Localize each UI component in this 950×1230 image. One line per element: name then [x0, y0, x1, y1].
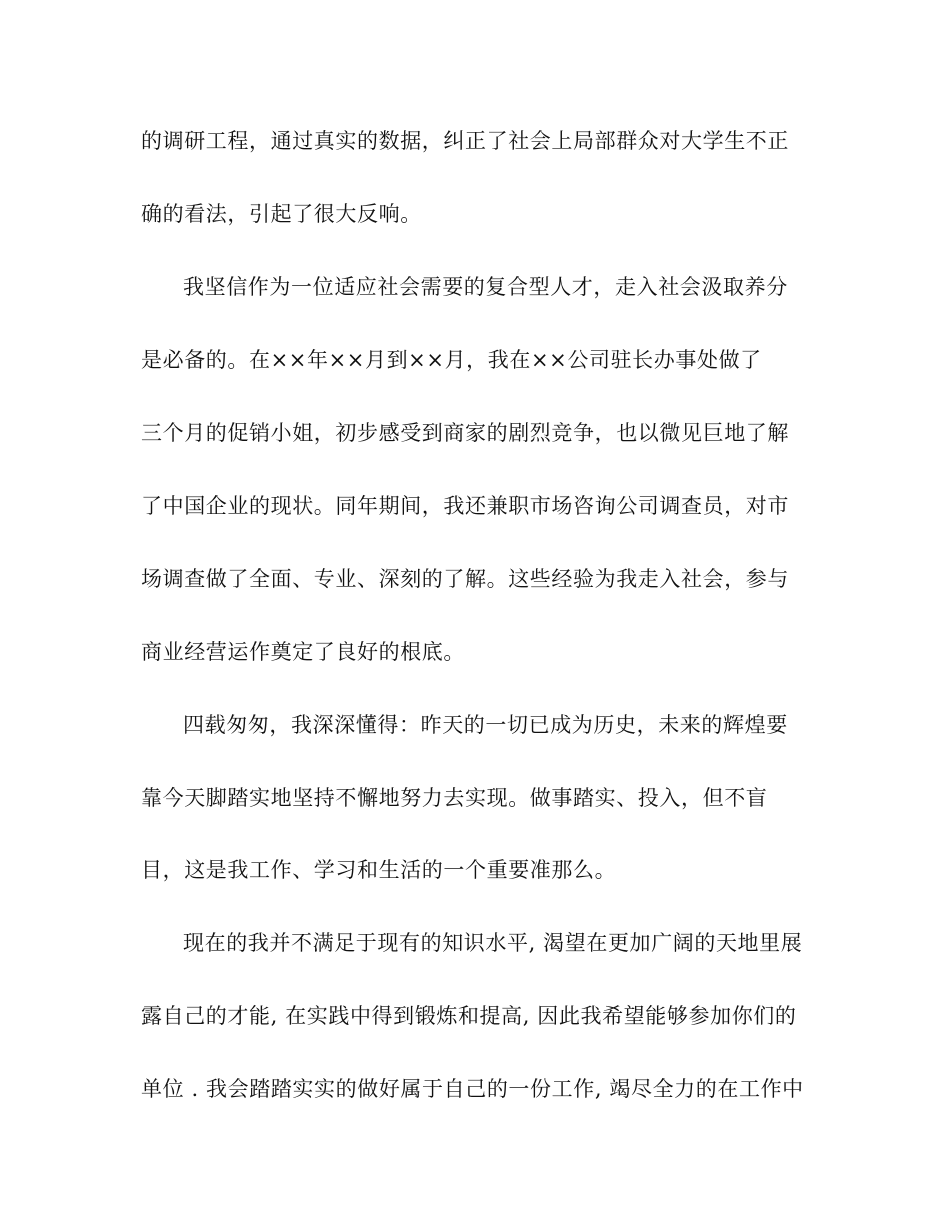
- paragraph-line: 靠今天脚踏实地坚持不懈地努力去实现。做事踏实、投入，但不盲: [141, 786, 768, 810]
- paragraph-first-line: 我坚信作为一位适应社会需要的复合型人才，走入社会汲取养分: [183, 275, 788, 299]
- paragraph-first-line: 现在的我并不满足于现有的知识水平, 渴望在更加广阔的天地里展: [183, 931, 803, 955]
- paragraph-line: 场调查做了全面、专业、深刻的了解。这些经验为我走入社会，参与: [141, 567, 789, 591]
- paragraph-line: 了中国企业的现状。同年期间，我还兼职市场咨询公司调查员，对市: [141, 494, 789, 518]
- paragraph-line: 的调研工程，通过真实的数据，纠正了社会上局部群众对大学生不正: [141, 129, 789, 153]
- paragraph-line: 露自己的才能, 在实践中得到锻炼和提高, 因此我希望能够参加你们的: [141, 1004, 797, 1028]
- paragraph-line: 目，这是我工作、学习和生活的一个重要准那么。: [141, 858, 617, 882]
- paragraph-line: 是必备的。在××年××月到××月，我在××公司驻长办事处做了: [141, 348, 762, 372]
- paragraph-line: 三个月的促销小姐，初步感受到商家的剧烈竞争，也以微见巨地了解: [141, 421, 789, 445]
- paragraph-first-line: 四载匆匆，我深深懂得：昨天的一切已成为历史，未来的辉煌要: [183, 713, 788, 737]
- paragraph-line: 商业经营运作奠定了良好的根底。: [141, 640, 465, 664]
- paragraph-line: 确的看法，引起了很大反响。: [141, 202, 422, 226]
- paragraph-line: 单位 . 我会踏踏实实的做好属于自己的一份工作, 竭尽全力的在工作中: [141, 1077, 804, 1101]
